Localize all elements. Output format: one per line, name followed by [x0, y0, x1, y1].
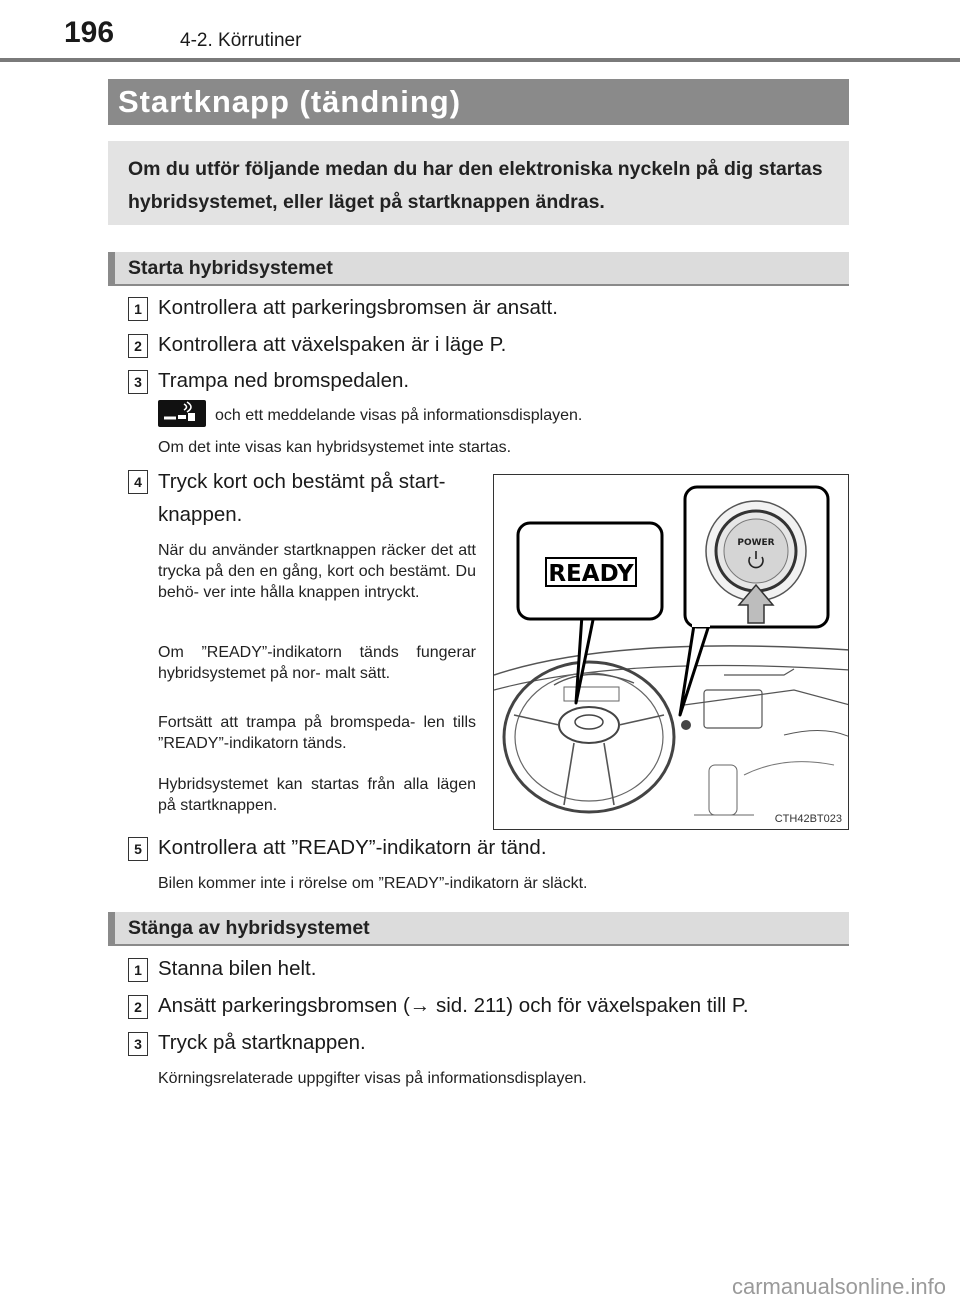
step-text: Stanna bilen helt.: [158, 957, 317, 980]
power-label: POWER: [737, 538, 775, 548]
step-number: 1: [128, 958, 148, 982]
step-text: Kontrollera att parkeringsbromsen är ansatt.: [158, 296, 558, 319]
step-number: 4: [128, 470, 148, 494]
step-number: 2: [128, 995, 148, 1019]
step-number: 3: [128, 1032, 148, 1056]
page-number: 196: [64, 16, 115, 49]
step-number: 3: [128, 370, 148, 394]
step-number: 1: [128, 297, 148, 321]
step3-note: och ett meddelande visas på informationsdisplayen.: [215, 407, 583, 424]
step-number: 2: [128, 334, 148, 358]
dashboard-illustration: [493, 474, 849, 830]
ready-label: READY: [548, 561, 634, 587]
header-rule: [0, 58, 960, 62]
step4-paragraph: Fortsätt att trampa på bromspeda- len tills ”READY”-indikatorn tänds.: [158, 714, 476, 752]
step-text: Kontrollera att ”READY”-indikatorn är tänd.: [158, 836, 547, 859]
step4-paragraph: När du använder startknappen räcker det att trycka på den en gång, kort och bestämt. Du behö- ver inte hålla knappen intryckt.: [158, 542, 476, 601]
start-heading: Starta hybridsystemet: [108, 252, 849, 286]
step-text: Tryck på startknappen.: [158, 1031, 366, 1054]
page-title: Startknapp (tändning): [118, 84, 462, 119]
step-text: Tryck kort och bestämt på start-: [158, 470, 446, 493]
watermark: carmanualsonline.info: [731, 1274, 946, 1299]
stop-step3-note: Körningsrelaterade uppgifter visas på informationsdisplayen.: [158, 1070, 587, 1087]
step-text: Trampa ned bromspedalen.: [158, 369, 410, 392]
step-text-cont: knappen.: [158, 503, 243, 526]
figure-code: CTH42BT023: [774, 813, 842, 825]
section-label: 4-2. Körrutiner: [180, 30, 302, 51]
step4-paragraph: Om ”READY”-indikatorn tänds fungerar hybridsystemet på nor- malt sätt.: [158, 644, 476, 682]
step5-note: Bilen kommer inte i rörelse om ”READY”-indikatorn är släckt.: [158, 875, 588, 892]
step-text: Kontrollera att växelspaken är i läge P.: [158, 333, 507, 356]
step-number: 5: [128, 837, 148, 861]
dashboard-drawing: [494, 475, 849, 830]
step-text: Ansätt parkeringsbromsen (→ sid. 211) och för växelspaken till P.: [158, 994, 749, 1017]
step3-note-2: Om det inte visas kan hybridsystemet inte startas.: [158, 439, 512, 456]
stop-heading: Stänga av hybridsystemet: [108, 912, 849, 946]
step4-paragraph: Hybridsystemet kan startas från alla lägen på startknappen.: [158, 776, 476, 814]
page-title-bar: [108, 79, 849, 125]
key-indicator-icon: [158, 400, 206, 427]
intro-box: Om du utför följande medan du har den elektroniska nyckeln på dig startas hybridsystemet, eller läget på startknappen ändras.: [108, 141, 849, 225]
